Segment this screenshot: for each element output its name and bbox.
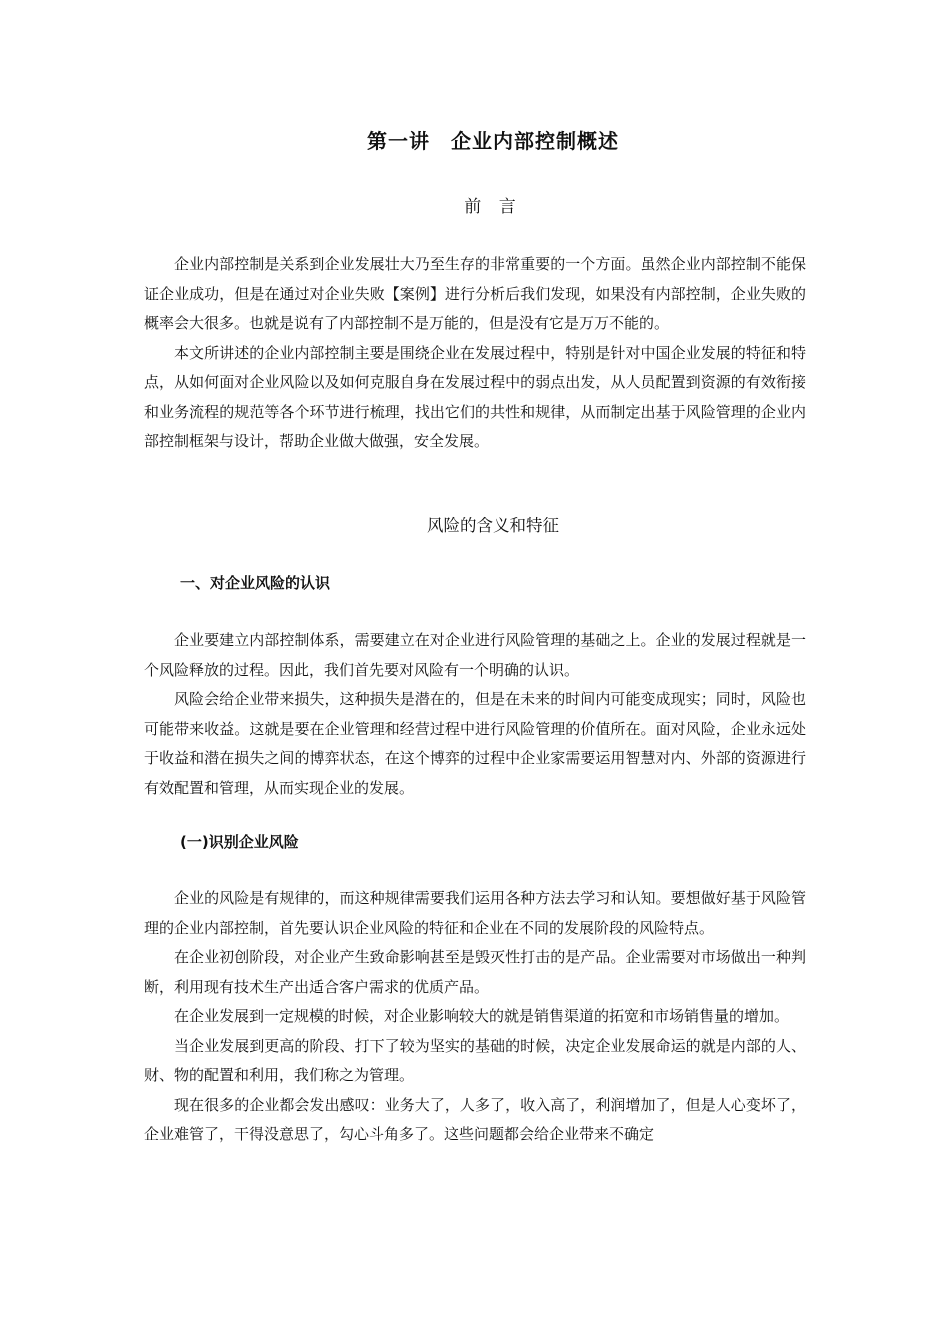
section-2-paragraph: 在企业发展到一定规模的时候，对企业影响较大的就是销售渠道的拓宽和市场销售量的增加。: [174, 1007, 790, 1025]
section-2-paragraph: 当企业发展到更高的阶段、打下了较为坚实的基础的时候，决定企业发展命运的就是内部的人、财、物的配置和利用，我们称之为管理。: [144, 1036, 806, 1084]
section-title: 风险的含义和特征: [427, 516, 559, 535]
section-2-block: [144, 884, 806, 1150]
section-2-paragraph: 在企业初创阶段，对企业产生致命影响甚至是毁灭性打击的是产品。企业需要对市场做出一种判断，利用现有技术生产出适合客户需求的优质产品。: [144, 948, 806, 996]
preface-heading: 前 言: [464, 197, 522, 217]
section-2-paragraph: 现在很多的企业都会发出感叹：业务大了，人多了，收入高了，利润增加了，但是人心变坏了，企业难管了，干得没意思了，勾心斗角多了。这些问题都会给企业带来不确定: [144, 1095, 806, 1143]
heading-2: (一)识别企业风险: [180, 833, 299, 851]
heading-1: 一、对企业风险的认识: [180, 574, 331, 592]
section-1-block: [144, 626, 806, 803]
section-2-paragraph: 企业的风险是有规律的，而这种规律需要我们运用各种方法去学习和认知。要想做好基于风险管理的企业内部控制，首先要认识企业风险的特征和企业在不同的发展阶段的风险特点。: [144, 889, 806, 937]
intro-block: [144, 250, 806, 457]
document-title: 第一讲 企业内部控制概述: [367, 129, 619, 153]
intro-paragraph: 本文所讲述的企业内部控制主要是围绕企业在发展过程中，特别是针对中国企业发展的特征和特点，从如何面对企业风险以及如何克服自身在发展过程中的弱点出发，从人员配置到资源的有效衔接和业务流程的规范等各个环节进行梳理，找出它们的共性和规律，从而制定出基于风险管理的企业内部控制框架与设计，帮助企业做大做强，安全发展。: [144, 343, 806, 450]
section-1-paragraph: 企业要建立内部控制体系，需要建立在对企业进行风险管理的基础之上。企业的发展过程就是一个风险释放的过程。因此，我们首先要对风险有一个明确的认识。: [144, 631, 806, 679]
section-1-paragraph: 风险会给企业带来损失，这种损失是潜在的，但是在未来的时间内可能变成现实；同时，风险也可能带来收益。这就是要在企业管理和经营过程中进行风险管理的价值所在。面对风险，企业永远处于收益和潜在损失之间的博弈状态，在这个博弈的过程中企业家需要运用智慧对内、外部的资源进行有效配置和管理，从而实现企业的发展。: [144, 690, 806, 797]
intro-paragraph: 企业内部控制是关系到企业发展壮大乃至生存的非常重要的一个方面。虽然企业内部控制不能保证企业成功，但是在通过对企业失败【案例】进行分析后我们发现，如果没有内部控制，企业失败的概率会大很多。也就是说有了内部控制不是万能的，但是没有它是万万不能的。: [144, 255, 806, 332]
